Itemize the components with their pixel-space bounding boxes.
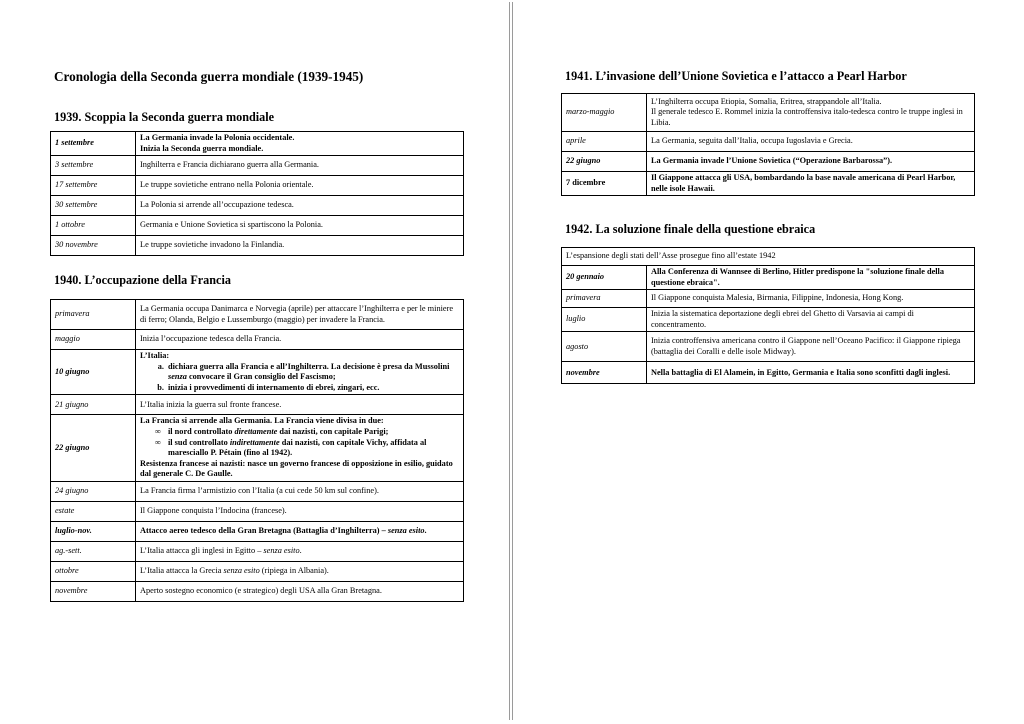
- event-cell: La Francia firma l’armistizio con l’Italia (a cui cede 50 km sul confine).: [136, 481, 464, 501]
- table-row: [51, 350, 464, 395]
- table-row: [51, 521, 464, 541]
- event-cell: [136, 132, 464, 156]
- table-row: [51, 196, 464, 216]
- table-row: [562, 152, 975, 172]
- event-cell: Inizia l’occupazione tedesca della Francia.: [136, 330, 464, 350]
- event-cell: La Germania invade l’Unione Sovietica (“Operazione Barbarossa”).: [647, 152, 975, 172]
- table-row: [51, 541, 464, 561]
- date-cell: 22 giugno: [51, 415, 136, 482]
- date-cell: estate: [51, 501, 136, 521]
- table-row: [51, 300, 464, 330]
- event-cell: [136, 415, 464, 482]
- date-cell: 3 settembre: [51, 156, 136, 176]
- date-cell: 1 settembre: [51, 132, 136, 156]
- table-row: [51, 216, 464, 236]
- event-cell: Il Giappone attacca gli USA, bombardando la base navale americana di Pearl Harbor, nelle isole Hawaii.: [647, 172, 975, 196]
- list-item: a. dichiara guerra alla Francia e all’Inghilterra. La decisione è presa da Mussolini senza convocare il Gran consiglio del Fascismo;: [166, 362, 459, 383]
- event-sublist: [140, 427, 459, 459]
- event-line: Il generale tedesco E. Rommel inizia la controffensiva italo-tedesca contro le truppe inglesi in Libia.: [651, 107, 963, 127]
- list-item: ∞ il nord controllato direttamente dai nazisti, con capitale Parigi;: [168, 427, 459, 438]
- event-line: Inizia la Seconda guerra mondiale.: [140, 143, 264, 153]
- table-row: [51, 481, 464, 501]
- event-cell: [647, 94, 975, 132]
- table-row: [51, 330, 464, 350]
- date-cell: 20 gennaio: [562, 266, 647, 290]
- section-title-1942: 1942. La soluzione finale della questione ebraica: [565, 222, 816, 236]
- table-row: [562, 248, 975, 266]
- date-cell: 30 novembre: [51, 236, 136, 256]
- event-cell: Inghilterra e Francia dichiarano guerra alla Germania.: [136, 156, 464, 176]
- date-cell: novembre: [51, 581, 136, 601]
- table-row: [562, 172, 975, 196]
- event-note: Resistenza francese ai nazisti: nasce un governo francese di opposizione in esilio, guidato dal generale C. De Gaulle.: [140, 458, 453, 479]
- date-cell: 21 giugno: [51, 395, 136, 415]
- section-title-1941: 1941. L’invasione dell’Unione Sovietica e l’attacco a Pearl Harbor: [565, 69, 907, 83]
- date-cell: ottobre: [51, 561, 136, 581]
- date-cell: novembre: [562, 362, 647, 384]
- event-line: La Germania invade la Polonia occidentale.: [140, 133, 295, 142]
- date-cell: maggio: [51, 330, 136, 350]
- event-heading: La Francia si arrende alla Germania. La Francia viene divisa in due:: [140, 416, 384, 426]
- table-row: [51, 561, 464, 581]
- date-cell: luglio-nov.: [51, 521, 136, 541]
- event-heading: L’Italia:: [140, 351, 170, 360]
- event-cell: La Germania, seguita dall’Italia, occupa Iugoslavia e Grecia.: [647, 132, 975, 152]
- date-cell: 22 giugno: [562, 152, 647, 172]
- document-title: Cronologia della Seconda guerra mondiale (1939-1945): [54, 69, 364, 84]
- table-row: [562, 266, 975, 290]
- event-cell: Germania e Unione Sovietica si spartiscono la Polonia.: [136, 216, 464, 236]
- date-cell: luglio: [562, 308, 647, 332]
- table-row: [51, 132, 464, 156]
- left-page: [2, 2, 510, 720]
- table-row: [562, 362, 975, 384]
- table-row: [562, 332, 975, 362]
- date-cell: primavera: [562, 290, 647, 308]
- date-cell: aprile: [562, 132, 647, 152]
- table-row: [51, 395, 464, 415]
- table-row: [51, 156, 464, 176]
- table-row: [51, 581, 464, 601]
- section-title-1940: 1940. L’occupazione della Francia: [54, 273, 231, 287]
- date-cell: primavera: [51, 300, 136, 330]
- event-cell: Alla Conferenza di Wannsee di Berlino, Hitler predispone la "soluzione finale della questione ebraica".: [647, 266, 975, 290]
- timeline-table-1940: [50, 299, 464, 602]
- timeline-table-1939: [50, 131, 464, 256]
- table-caption: L’espansione degli stati dell’Asse prosegue fino all’estate 1942: [562, 248, 975, 266]
- event-cell: Inizia la sistematica deportazione degli ebrei del Ghetto di Varsavia ai campi di concentramento.: [647, 308, 975, 332]
- table-row: [562, 308, 975, 332]
- list-item: b. inizia i provvedimenti di internamento di ebrei, zingari, ecc.: [166, 383, 459, 394]
- date-cell: 17 settembre: [51, 176, 136, 196]
- event-cell: Attacco aereo tedesco della Gran Bretagna (Battaglia d’Inghilterra) – senza esito.: [136, 521, 464, 541]
- date-cell: agosto: [562, 332, 647, 362]
- date-cell: 24 giugno: [51, 481, 136, 501]
- event-cell: La Germania occupa Danimarca e Norvegia (aprile) per attaccare l’Inghilterra e per le miniere di ferro; Olanda, Belgio e Lussemburgo (maggio) per invadere la Francia.: [136, 300, 464, 330]
- table-row: [51, 236, 464, 256]
- event-cell: Le truppe sovietiche entrano nella Polonia orientale.: [136, 176, 464, 196]
- right-page: [512, 2, 1020, 720]
- timeline-table-1941: [561, 93, 975, 196]
- table-row: [51, 501, 464, 521]
- event-sublist: [140, 362, 459, 394]
- date-cell: marzo-maggio: [562, 94, 647, 132]
- date-cell: 7 dicembre: [562, 172, 647, 196]
- section-title-1939: 1939. Scoppia la Seconda guerra mondiale: [54, 110, 275, 124]
- event-line: L’Inghilterra occupa Etiopia, Somalia, Eritrea, strappandole all’Italia.: [651, 96, 882, 106]
- date-cell: 10 giugno: [51, 350, 136, 395]
- date-cell: 30 settembre: [51, 196, 136, 216]
- event-cell: Il Giappone conquista Malesia, Birmania, Filippine, Indonesia, Hong Kong.: [647, 290, 975, 308]
- date-cell: ag.-sett.: [51, 541, 136, 561]
- list-item: ∞ il sud controllato indirettamente dai nazisti, con capitale Vichy, affidata al maresciallo P. Pétain (fino al 1942).: [168, 438, 459, 459]
- event-cell: [136, 350, 464, 395]
- table-row: [51, 415, 464, 482]
- event-cell: Nella battaglia di El Alamein, in Egitto, Germania e Italia sono sconfitti dagli inglesi.: [647, 362, 975, 384]
- event-cell: Aperto sostegno economico (e strategico) degli USA alla Gran Bretagna.: [136, 581, 464, 601]
- event-cell: L’Italia attacca gli inglesi in Egitto – senza esito.: [136, 541, 464, 561]
- event-cell: Inizia controffensiva americana contro il Giappone nell’Oceano Pacifico: il Giappone ripiega (battaglia dei Coralli e delle isole Midway).: [647, 332, 975, 362]
- table-row: [51, 176, 464, 196]
- table-row: [562, 94, 975, 132]
- table-row: [562, 132, 975, 152]
- event-cell: L’Italia inizia la guerra sul fronte francese.: [136, 395, 464, 415]
- timeline-table-1942: [561, 247, 975, 384]
- table-row: [562, 290, 975, 308]
- event-cell: Le truppe sovietiche invadono la Finlandia.: [136, 236, 464, 256]
- event-cell: Il Giappone conquista l’Indocina (francese).: [136, 501, 464, 521]
- date-cell: 1 ottobre: [51, 216, 136, 236]
- event-cell: La Polonia si arrende all’occupazione tedesca.: [136, 196, 464, 216]
- event-cell: L’Italia attacca la Grecia senza esito (ripiega in Albania).: [136, 561, 464, 581]
